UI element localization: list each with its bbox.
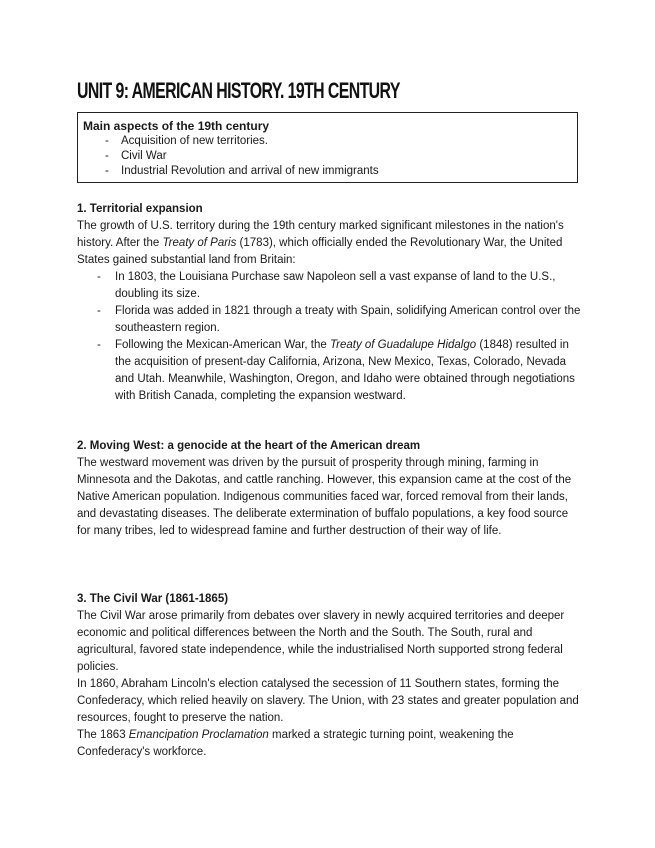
expansion-list xyxy=(77,269,582,405)
text-run: (1848) resulted in the acquisition of present-day California, Arizona, New Mexico, Texas, Colorado, Nevada and Utah. Meanwhile, Washington, Oregon, and Idaho were obtained through negotiations with British Canada, completing the expansion westward. xyxy=(115,339,575,402)
summary-box xyxy=(77,112,578,183)
list-item: - Florida was added in 1821 through a treaty with Spain, solidifying American control over the southeastern region. xyxy=(77,303,582,337)
section-civil-war xyxy=(77,591,582,761)
text-run: marked a strategic turning point, weakening the Confederacy's workforce. xyxy=(77,729,514,758)
text-run: Following the Mexican-American War, the xyxy=(115,339,330,351)
list-item: - Industrial Revolution and arrival of new immigrants xyxy=(83,164,571,179)
section-paragraph: In 1860, Abraham Lincoln's election catalysed the secession of 11 Southern states, forming the Confederacy, which relied heavily on slavery. The Union, with 23 states and greater population and resources, fought to preserve the nation. xyxy=(77,678,579,724)
section-paragraph xyxy=(77,727,582,761)
summary-box-heading: Main aspects of the 19th century xyxy=(83,119,270,133)
treaty-name: Treaty of Paris xyxy=(162,237,237,249)
list-item xyxy=(77,337,582,405)
list-item: - In 1803, the Louisiana Purchase saw Napoleon sell a vast expanse of land to the U.S., doubling its size. xyxy=(77,269,582,303)
document-name: Emancipation Proclamation xyxy=(128,729,269,741)
summary-list xyxy=(83,134,571,179)
section-heading: 2. Moving West: a genocide at the heart of the American dream xyxy=(77,440,421,452)
list-item: - Civil War xyxy=(83,149,571,164)
section-paragraph: The Civil War arose primarily from debates over slavery in newly acquired territories and deeper economic and political differences between the North and the South. The South, rural and agricultural, favored state independence, while the industrialised North supported strong federal policies. xyxy=(77,610,565,673)
section-heading: 3. The Civil War (1861-1865) xyxy=(77,593,229,605)
treaty-name: Treaty of Guadalupe Hidalgo xyxy=(329,339,477,351)
section-heading: 1. Territorial expansion xyxy=(77,203,203,215)
section-moving-west xyxy=(77,438,582,540)
text-run: The 1863 xyxy=(77,729,129,741)
page-title: UNIT 9: AMERICAN HISTORY. 19TH CENTURY xyxy=(77,78,400,103)
section-paragraph xyxy=(77,218,582,269)
section-territorial-expansion xyxy=(77,201,582,405)
section-paragraph: The westward movement was driven by the pursuit of prosperity through mining, farming in Minnesota and the Dakotas, and cattle ranching. However, this expansion came at the cost of the Native American population. Indigenous communities faced war, forced removal from their lands, and devastating diseases. The deliberate extermination of buffalo populations, a key food source for many tribes, led to widespread famine and further destruction of their way of life. xyxy=(77,457,572,537)
list-item: - Acquisition of new territories. xyxy=(83,134,571,149)
text-run: (1783), which officially ended the Revolutionary War, the United States gained substantial land from Britain: xyxy=(77,237,563,266)
text-run: The growth of U.S. territory during the 19th century marked significant milestones in the nation's history. After the xyxy=(77,220,564,249)
